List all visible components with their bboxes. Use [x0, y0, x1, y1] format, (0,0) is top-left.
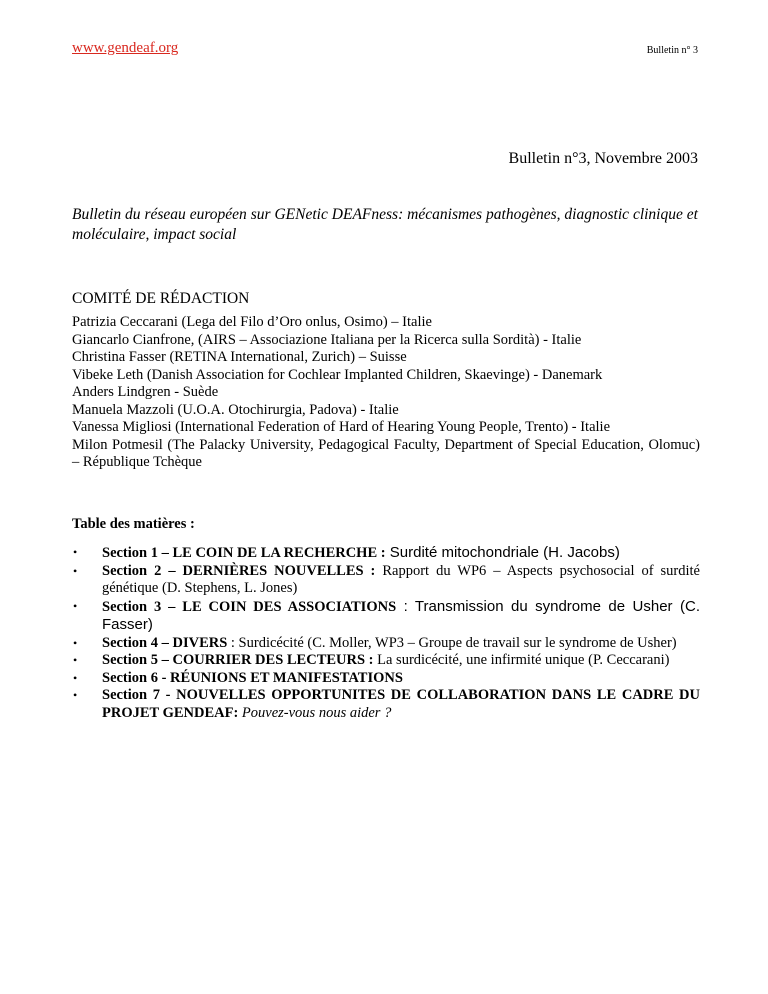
toc-section-text: : Transmission du syndrome de Usher (C. Fasser) [102, 597, 700, 633]
toc-heading: Table des matières : [72, 516, 195, 532]
bullet-icon: • [73, 563, 78, 578]
toc-section-text: Pouvez-vous nous aider ? [238, 704, 392, 721]
toc-item [72, 544, 700, 563]
toc-section-title: Section 5 – COURRIER DES LECTEURS : [102, 652, 374, 668]
toc-section-text: La surdicécité, une infirmité unique (P. Ceccarani) [373, 652, 670, 668]
toc-section-title: Section 1 – LE COIN DE LA RECHERCHE : [102, 545, 386, 561]
committee-member: Anders Lindgren - Suède [72, 384, 219, 400]
bullet-icon: • [73, 653, 78, 667]
bullet-icon: • [73, 670, 78, 685]
toc-section-title: Section 3 – LE COIN DES ASSOCIATIONS [102, 598, 397, 615]
toc-item [72, 563, 700, 598]
toc-section-title: Section 6 - RÉUNIONS ET MANIFESTATIONS [102, 669, 403, 686]
bullet-icon: • [73, 598, 78, 613]
toc-section-title: Section 4 – DIVERS [102, 634, 228, 651]
committee-member: Giancarlo Cianfrone, (AIRS – Associazione Italiana per la Ricerca sulla Sordità) - Italie [72, 331, 582, 348]
toc-item [72, 598, 700, 635]
table-of-contents [72, 544, 700, 722]
bulletin-tag: Bulletin n° 3 [646, 45, 698, 56]
bullet-icon: • [73, 545, 78, 559]
committee-member: Vanessa Migliosi (International Federation of Hard of Hearing Young People, Trento) - Italie [72, 419, 611, 435]
committee-member: Manuela Mazzoli (U.O.A. Otochirurgia, Padova) - Italie [72, 401, 399, 418]
committee-member: Milon Potmesil (The Palacky University, Pedagogical Faculty, Department of Special Education, Olomuc) – République Tchèque [72, 436, 700, 470]
bullet-icon: • [73, 635, 78, 650]
toc-section-title: Section 2 – DERNIÈRES NOUVELLES : [102, 562, 376, 579]
toc-item [72, 652, 700, 670]
toc-section-text: Rapport du WP6 – Aspects psychosocial of surdité génétique (D. Stephens, L. Jones) [102, 562, 700, 596]
toc-item [72, 635, 700, 653]
website-link[interactable]: www.gendeaf.org [72, 40, 179, 56]
toc-section-title: Section 7 - NOUVELLES OPPORTUNITES DE COLLABORATION DANS LE CADRE DU PROJET GENDEAF: [102, 687, 700, 721]
committee-list [72, 314, 700, 472]
committee-member: Patrizia Ceccarani (Lega del Filo d’Oro onlus, Osimo) – Italie [72, 314, 432, 330]
committee-member: Vibeke Leth (Danish Association for Cochlear Implanted Children, Skaevinge) - Danemark [72, 366, 603, 383]
toc-section-text: : Surdicécité (C. Moller, WP3 – Groupe de travail sur le syndrome de Usher) [227, 634, 677, 651]
bullet-icon: • [73, 688, 78, 702]
toc-section-text: Surdité mitochondriale (H. Jacobs) [385, 544, 620, 561]
bulletin-subtitle: Bulletin du réseau européen sur GENetic DEAFness: mécanismes pathogènes, diagnostic clinique et moléculaire, impact social [72, 206, 698, 243]
toc-item [72, 687, 700, 722]
issue-line: Bulletin n°3, Novembre 2003 [508, 150, 698, 167]
committee-heading: COMITÉ DE RÉDACTION [72, 290, 250, 307]
toc-item [72, 670, 700, 688]
committee-member: Christina Fasser (RETINA International, Zurich) – Suisse [72, 349, 407, 365]
